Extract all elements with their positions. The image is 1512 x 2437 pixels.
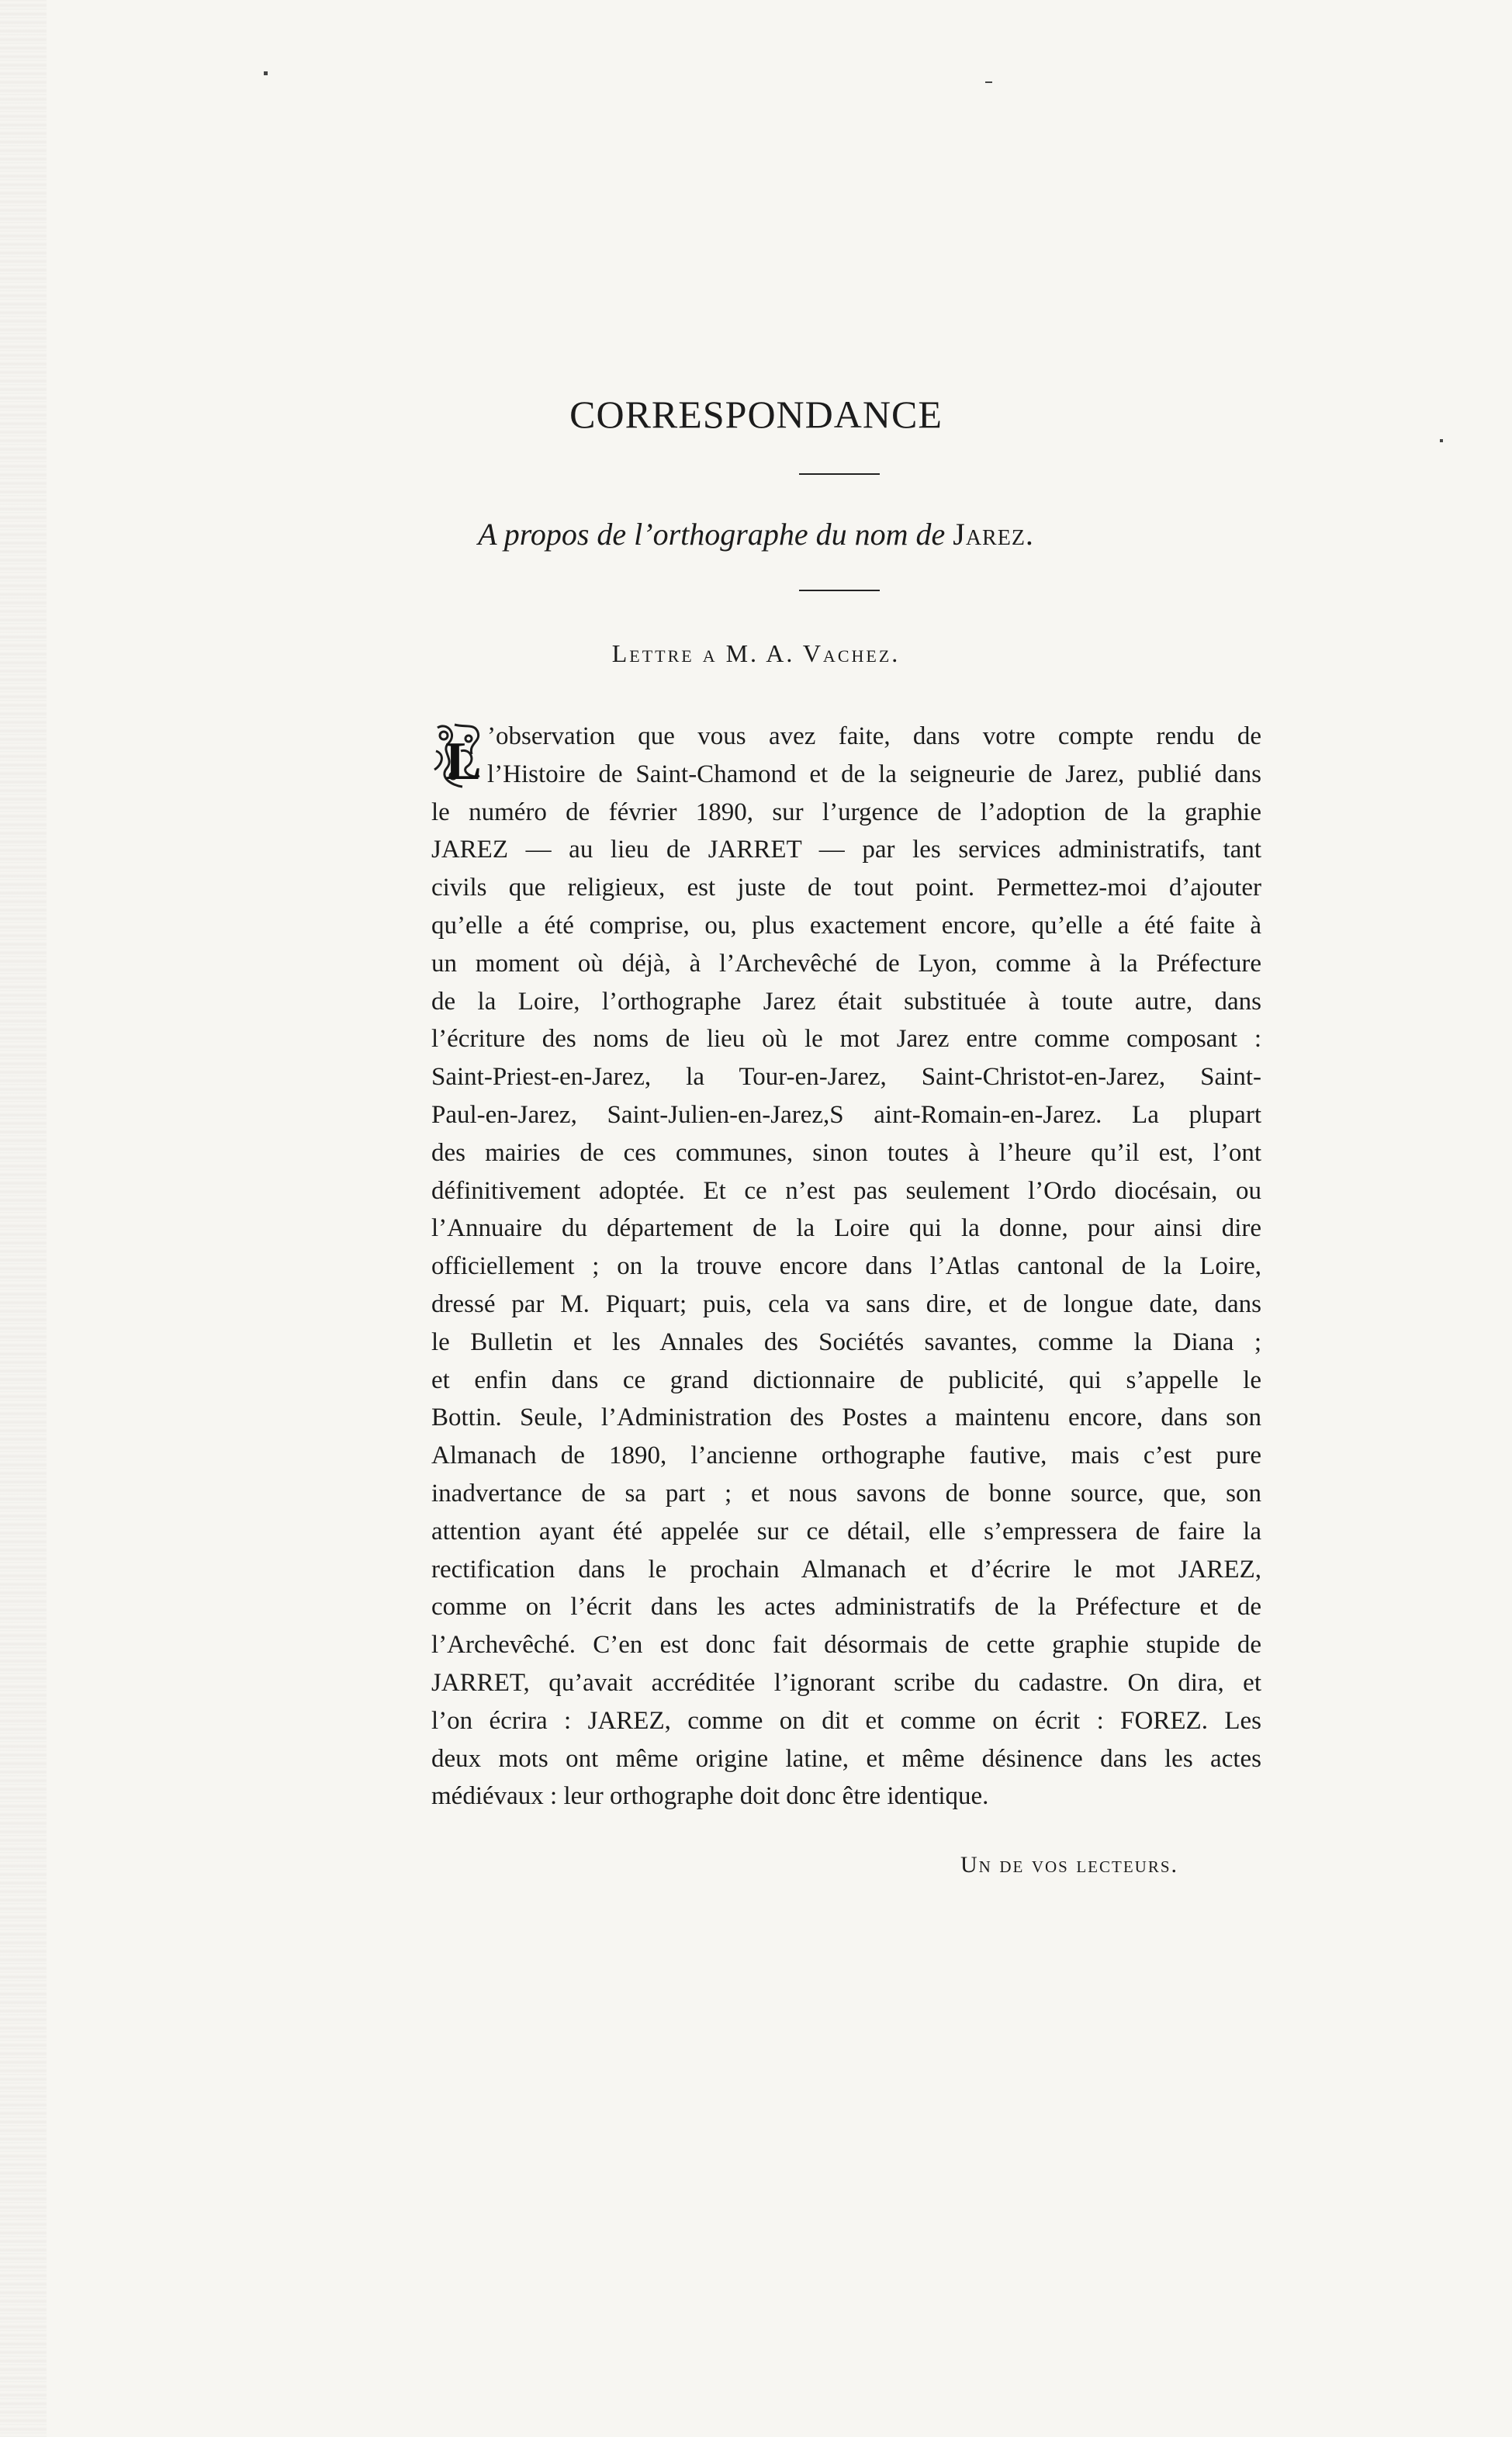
body-line: l’Archevêché. C’en est donc fait désormais de cette graphie stupide de [431,1631,1261,1660]
body-line: Bottin. Seule, l’Administration des Postes a maintenu encore, dans son [431,1404,1261,1432]
body-line: un moment où déjà, à l’Archevêché de Lyon, comme à la Préfecture [431,949,1261,978]
body-line: dressé par M. Piquart; puis, cela va sans dire, et de longue date, dans [431,1289,1261,1318]
body-line: Saint-Priest-en-Jarez, la Tour-en-Jarez, Saint-Christot-en-Jarez, Saint- [431,1063,1261,1092]
signature: Un de vos lecteurs. [960,1852,1179,1878]
letter-body [431,718,1261,1816]
scan-mark [1440,439,1443,442]
body-line: et enfin dans ce grand dictionnaire de publicité, qui s’appelle le [431,1366,1261,1394]
subtitle-name: Jarez. [953,517,1034,552]
body-line: comme on l’écrit dans les actes administratifs de la Préfecture et de [431,1593,1261,1622]
body-line: médiévaux : leur orthographe doit donc être identique. [431,1782,989,1811]
scan-edge [0,0,47,2437]
body-line: officiellement ; on la trouve encore dans l’Atlas cantonal de la Loire, [431,1252,1261,1281]
subtitle-text: A propos de l’orthographe du nom de [478,517,946,552]
body-line: l’on écrira : JAREZ, comme on dit et comme on écrit : FOREZ. Les [431,1706,1261,1735]
title-divider [799,473,880,475]
body-line: civils que religieux, est juste de tout point. Permettez-moi d’ajouter [431,874,1261,902]
body-line: le numéro de février 1890, sur l’urgence de l’adoption de la graphie [431,798,1261,826]
body-line: des mairies de ces communes, sinon toutes à l’heure qu’il est, l’ont [431,1138,1261,1167]
scan-mark [985,81,992,83]
scan-mark [264,71,268,75]
body-line: l’écriture des noms de lieu où le mot Jarez entre comme composant : [431,1025,1261,1054]
body-line: Almanach de 1890, l’ancienne orthographe fautive, mais c’est pure [431,1442,1261,1470]
body-line: définitivement adoptée. Et ce n’est pas seulement l’Ordo diocésain, ou [431,1176,1261,1205]
page-title: CORRESPONDANCE [569,393,943,436]
body-line: Paul-en-Jarez, Saint-Julien-en-Jarez,S aint-Romain-en-Jarez. La plupart [431,1100,1261,1129]
body-line: inadvertance de sa part ; et nous savons de bonne source, que, son [431,1479,1261,1508]
subtitle-divider [799,590,880,591]
body-line: JAREZ — au lieu de JARRET — par les services administratifs, tant [431,836,1261,864]
body-line: l’Histoire de Saint-Chamond et de la seigneurie de Jarez, publié dans [487,760,1261,788]
body-line: qu’elle a été comprise, ou, plus exactement encore, qu’elle a été faite à [431,911,1261,940]
body-line: attention ayant été appelée sur ce détail, elle s’empressera de faire la [431,1517,1261,1546]
body-line: l’Annuaire du département de la Loire qui la donne, pour ainsi dire [431,1214,1261,1243]
body-line: le Bulletin et les Annales des Sociétés savantes, comme la Diana ; [431,1328,1261,1356]
body-line: de la Loire, l’orthographe Jarez était substituée à toute autre, dans [431,987,1261,1016]
letter-heading: Lettre a M. A. Vachez. [611,639,901,667]
dropcap-letter: L [445,732,482,791]
body-line: deux mots ont même origine latine, et même désinence dans les actes [431,1744,1261,1773]
body-line: rectification dans le prochain Almanach et d’écrire le mot JAREZ, [431,1555,1261,1584]
subtitle [0,516,1512,552]
body-line: JARRET, qu’avait accréditée l’ignorant scribe du cadastre. On dira, et [431,1668,1261,1697]
body-line: ’observation que vous avez faite, dans votre compte rendu de [487,722,1261,750]
